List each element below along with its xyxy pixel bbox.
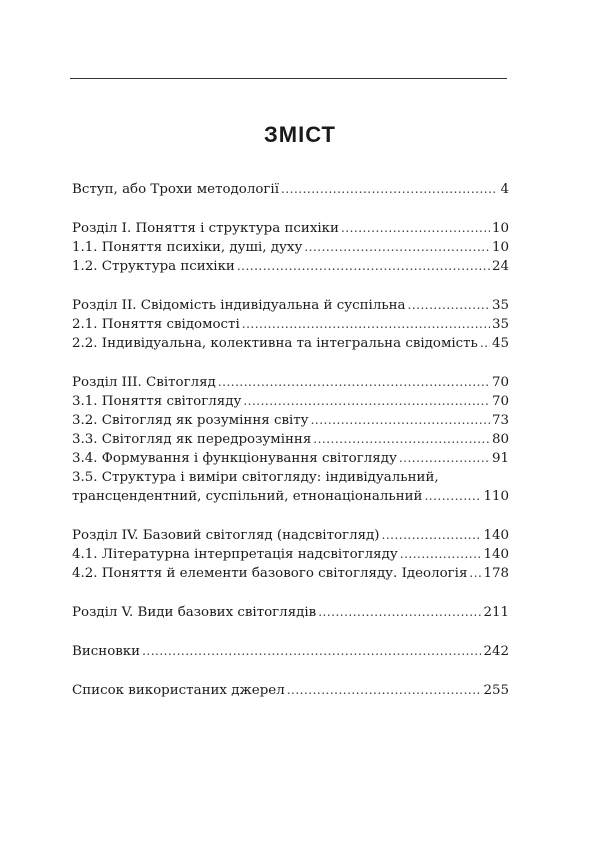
top-rule — [70, 78, 507, 79]
toc-entry-label: 3.5. Структура і виміри світогляду: індивідуальний, — [72, 470, 439, 485]
leader-dots — [382, 526, 482, 545]
leader-dots — [281, 180, 498, 199]
toc-entry-page: 140 — [483, 547, 509, 562]
toc-entry-page: 10 — [491, 221, 509, 236]
toc-entry-page: 70 — [491, 375, 509, 390]
leader-dots — [243, 392, 490, 411]
leader-dots — [424, 487, 481, 506]
toc-entry[interactable] — [72, 411, 509, 430]
leader-dots — [341, 219, 490, 238]
toc-group — [72, 526, 509, 583]
toc-entry-page: 45 — [491, 336, 509, 351]
toc-group — [72, 373, 509, 506]
toc-entry-label: Розділ І. Поняття і структура психіки — [72, 221, 339, 236]
leader-dots — [313, 430, 490, 449]
toc-entry[interactable] — [72, 334, 509, 353]
toc-entry[interactable] — [72, 315, 509, 334]
toc-entry[interactable] — [72, 219, 509, 238]
leader-dots — [399, 449, 490, 468]
toc-entry-label: 3.1. Поняття світогляду — [72, 394, 242, 409]
leader-dots — [480, 334, 490, 353]
toc-entry-page: 140 — [483, 528, 509, 543]
toc-entry-page: 91 — [491, 451, 509, 466]
page-title: ЗМІСТ — [264, 122, 336, 147]
toc-entry[interactable] — [72, 257, 509, 276]
toc-entry-label: 3.3. Світогляд як передрозуміння — [72, 432, 312, 447]
toc-entry-label: 1.1. Поняття психіки, душі, духу — [72, 240, 303, 255]
toc-group — [72, 603, 509, 622]
toc-entry-label: 1.2. Структура психіки — [72, 259, 235, 274]
toc-entry[interactable] — [72, 180, 509, 199]
toc-entry-label: Висновки — [72, 644, 141, 659]
toc-entry-label: Розділ ІІІ. Світогляд — [72, 375, 216, 390]
toc-entry-label: 3.4. Формування і функціонування світогляду — [72, 451, 397, 466]
toc-entry[interactable] — [72, 545, 509, 564]
toc-group — [72, 296, 509, 353]
toc-entry-page: 211 — [483, 605, 509, 620]
toc-entry-page: 70 — [491, 394, 509, 409]
toc-entry-label: Список використаних джерел — [72, 683, 285, 698]
toc-entry-label: 4.2. Поняття й елементи базового світогляду. Ідеологія — [72, 566, 468, 581]
toc-entry[interactable] — [72, 468, 509, 506]
leader-dots — [242, 315, 490, 334]
leader-dots — [469, 564, 481, 583]
toc-entry-page: 110 — [483, 489, 509, 504]
toc-entry-page: 35 — [491, 298, 509, 313]
toc-entry-label-continued: трансцендентний, суспільний, етнонаціональний — [72, 489, 423, 504]
toc-entry-page: 80 — [491, 432, 509, 447]
toc-entry-page: 4 — [500, 182, 509, 197]
leader-dots — [287, 681, 482, 700]
toc-entry-page: 242 — [483, 644, 509, 659]
toc-entry[interactable] — [72, 238, 509, 257]
leader-dots — [408, 296, 490, 315]
toc-entry-line2 — [72, 487, 509, 506]
toc-entry-page: 178 — [483, 566, 509, 581]
leader-dots — [311, 411, 490, 430]
leader-dots — [218, 373, 490, 392]
toc-entry-label: Розділ IV. Базовий світогляд (надсвітогляд) — [72, 528, 380, 543]
toc-entry-page: 35 — [491, 317, 509, 332]
leader-dots — [142, 642, 481, 661]
leader-dots — [318, 603, 481, 622]
toc-entry[interactable] — [72, 373, 509, 392]
toc-entry-label: Розділ V. Види базових світоглядів — [72, 605, 317, 620]
toc-entry[interactable] — [72, 430, 509, 449]
leader-dots — [237, 257, 490, 276]
toc-entry[interactable] — [72, 526, 509, 545]
toc-entry-page: 73 — [491, 413, 509, 428]
toc-entry[interactable] — [72, 449, 509, 468]
toc-entry[interactable] — [72, 681, 509, 700]
toc-entry[interactable] — [72, 603, 509, 622]
toc-entry[interactable] — [72, 642, 509, 661]
leader-dots — [304, 238, 490, 257]
toc-entry[interactable] — [72, 296, 509, 315]
toc-entry[interactable] — [72, 564, 509, 583]
toc-entry-label: 3.2. Світогляд як розуміння світу — [72, 413, 309, 428]
toc-entry-page: 255 — [483, 683, 509, 698]
toc-entry-label: Розділ ІІ. Свідомість індивідуальна й суспільна — [72, 298, 406, 313]
toc-entry-label: 4.1. Літературна інтерпретація надсвітогляду — [72, 547, 398, 562]
toc-entry-page: 24 — [491, 259, 509, 274]
toc-entry-page: 10 — [491, 240, 509, 255]
leader-dots — [400, 545, 482, 564]
toc-entry-label: 2.2. Індивідуальна, колективна та інтегральна свідомість — [72, 336, 478, 351]
toc-entry[interactable] — [72, 392, 509, 411]
toc-group — [72, 180, 509, 199]
toc-group — [72, 642, 509, 661]
toc-entry-label: 2.1. Поняття свідомості — [72, 317, 240, 332]
toc-entry-label: Вступ, або Трохи методології — [72, 182, 279, 197]
table-of-contents — [72, 180, 509, 720]
toc-group — [72, 681, 509, 700]
toc-group — [72, 219, 509, 276]
